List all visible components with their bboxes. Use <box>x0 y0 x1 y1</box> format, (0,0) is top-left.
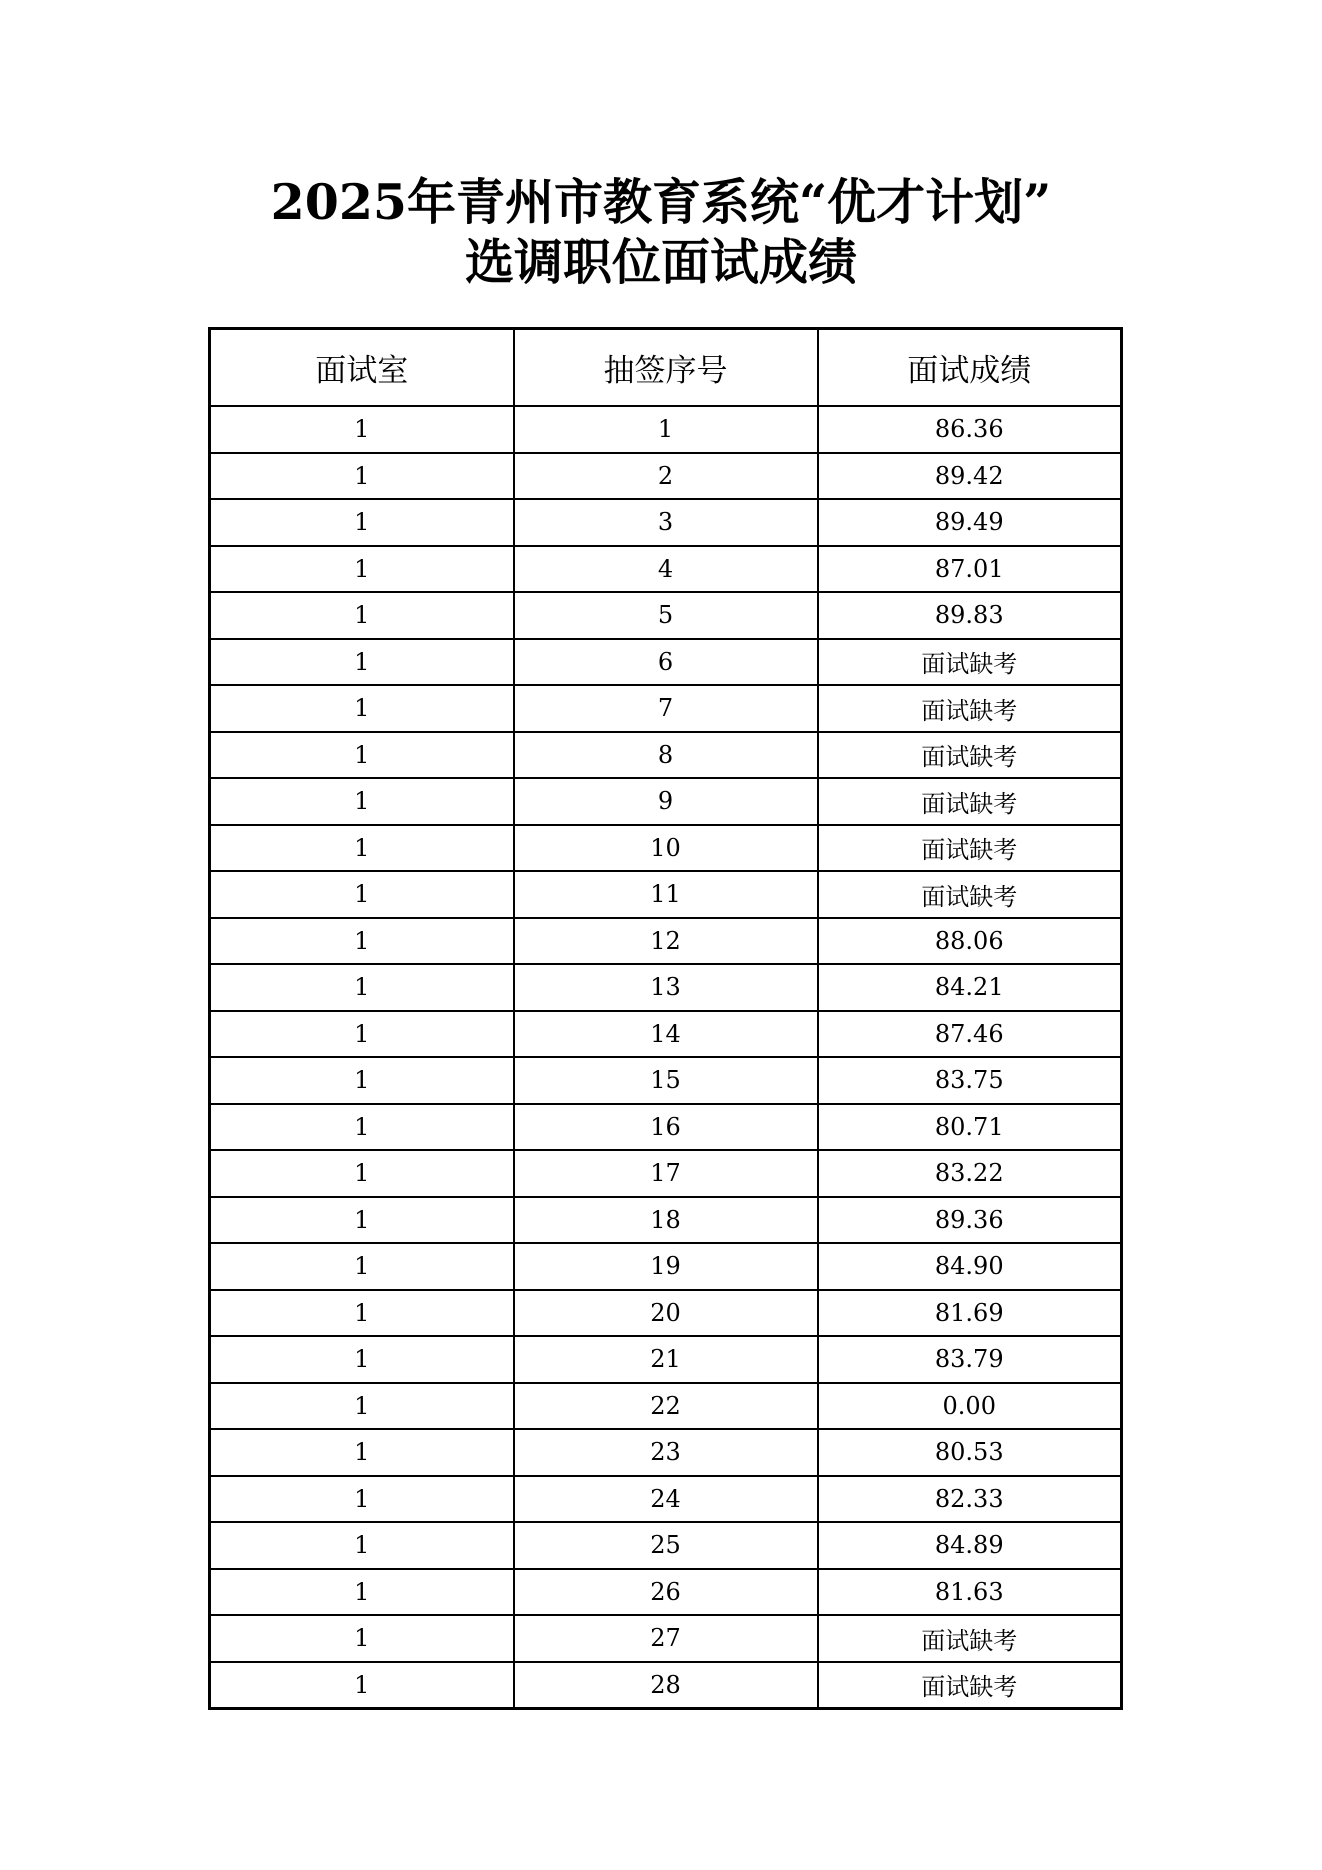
score-cell: 88.06 <box>818 918 1122 965</box>
draw-number-cell: 19 <box>514 1243 818 1290</box>
room-cell: 1 <box>210 1336 514 1383</box>
draw-number-cell: 16 <box>514 1104 818 1151</box>
room-cell: 1 <box>210 453 514 500</box>
table-row <box>210 825 1122 872</box>
score-cell: 面试缺考 <box>818 825 1122 872</box>
draw-number-cell: 20 <box>514 1290 818 1337</box>
draw-number-cell: 3 <box>514 499 818 546</box>
header-room: 面试室 <box>210 329 514 407</box>
table-body <box>210 406 1122 1709</box>
room-cell: 1 <box>210 1104 514 1151</box>
score-cell: 面试缺考 <box>818 639 1122 686</box>
table-row <box>210 639 1122 686</box>
table-row <box>210 1476 1122 1523</box>
draw-number-cell: 27 <box>514 1615 818 1662</box>
room-cell: 1 <box>210 1522 514 1569</box>
room-cell: 1 <box>210 1057 514 1104</box>
room-cell: 1 <box>210 1011 514 1058</box>
draw-number-cell: 28 <box>514 1662 818 1709</box>
score-table <box>208 327 1123 1710</box>
room-cell: 1 <box>210 778 514 825</box>
room-cell: 1 <box>210 732 514 779</box>
score-cell: 83.79 <box>818 1336 1122 1383</box>
draw-number-cell: 26 <box>514 1569 818 1616</box>
draw-number-cell: 5 <box>514 592 818 639</box>
room-cell: 1 <box>210 1290 514 1337</box>
table-row <box>210 592 1122 639</box>
score-cell: 面试缺考 <box>818 778 1122 825</box>
room-cell: 1 <box>210 964 514 1011</box>
score-cell: 面试缺考 <box>818 871 1122 918</box>
table-header-row <box>210 329 1122 407</box>
draw-number-cell: 10 <box>514 825 818 872</box>
score-cell: 81.69 <box>818 1290 1122 1337</box>
table-row <box>210 918 1122 965</box>
score-cell: 80.71 <box>818 1104 1122 1151</box>
room-cell: 1 <box>210 825 514 872</box>
table-row <box>210 1522 1122 1569</box>
draw-number-cell: 12 <box>514 918 818 965</box>
draw-number-cell: 25 <box>514 1522 818 1569</box>
table-row <box>210 1197 1122 1244</box>
title-line-2: 选调职位面试成绩 <box>464 233 857 291</box>
table-row <box>210 964 1122 1011</box>
room-cell: 1 <box>210 1476 514 1523</box>
table-row <box>210 1662 1122 1709</box>
score-cell: 81.63 <box>818 1569 1122 1616</box>
table-row <box>210 1243 1122 1290</box>
draw-number-cell: 11 <box>514 871 818 918</box>
table-row <box>210 406 1122 453</box>
draw-number-cell: 8 <box>514 732 818 779</box>
score-cell: 87.46 <box>818 1011 1122 1058</box>
table-row <box>210 778 1122 825</box>
header-draw-number: 抽签序号 <box>514 329 818 407</box>
score-cell: 面试缺考 <box>818 1615 1122 1662</box>
room-cell: 1 <box>210 685 514 732</box>
room-cell: 1 <box>210 546 514 593</box>
score-cell: 0.00 <box>818 1383 1122 1430</box>
room-cell: 1 <box>210 592 514 639</box>
room-cell: 1 <box>210 1615 514 1662</box>
score-cell: 86.36 <box>818 406 1122 453</box>
title-line-1: 2025年青州市教育系统“优才计划” <box>270 173 1052 231</box>
draw-number-cell: 14 <box>514 1011 818 1058</box>
room-cell: 1 <box>210 406 514 453</box>
score-cell: 89.42 <box>818 453 1122 500</box>
room-cell: 1 <box>210 1243 514 1290</box>
draw-number-cell: 9 <box>514 778 818 825</box>
room-cell: 1 <box>210 1662 514 1709</box>
table-row <box>210 871 1122 918</box>
score-cell: 面试缺考 <box>818 685 1122 732</box>
draw-number-cell: 22 <box>514 1383 818 1430</box>
table-row <box>210 1615 1122 1662</box>
score-cell: 89.49 <box>818 499 1122 546</box>
score-cell: 84.21 <box>818 964 1122 1011</box>
table-row <box>210 1383 1122 1430</box>
draw-number-cell: 1 <box>514 406 818 453</box>
draw-number-cell: 21 <box>514 1336 818 1383</box>
table-row <box>210 732 1122 779</box>
score-cell: 89.36 <box>818 1197 1122 1244</box>
draw-number-cell: 23 <box>514 1429 818 1476</box>
score-cell: 84.90 <box>818 1243 1122 1290</box>
table-row <box>210 546 1122 593</box>
table-row <box>210 1057 1122 1104</box>
room-cell: 1 <box>210 639 514 686</box>
room-cell: 1 <box>210 1197 514 1244</box>
room-cell: 1 <box>210 871 514 918</box>
score-cell: 83.22 <box>818 1150 1122 1197</box>
room-cell: 1 <box>210 1429 514 1476</box>
table-row <box>210 1150 1122 1197</box>
draw-number-cell: 24 <box>514 1476 818 1523</box>
draw-number-cell: 13 <box>514 964 818 1011</box>
table-row <box>210 1104 1122 1151</box>
score-cell: 84.89 <box>818 1522 1122 1569</box>
table-row <box>210 499 1122 546</box>
table-row <box>210 1429 1122 1476</box>
score-cell: 83.75 <box>818 1057 1122 1104</box>
draw-number-cell: 15 <box>514 1057 818 1104</box>
header-score: 面试成绩 <box>818 329 1122 407</box>
score-cell: 82.33 <box>818 1476 1122 1523</box>
table-row <box>210 1569 1122 1616</box>
room-cell: 1 <box>210 1383 514 1430</box>
page-title <box>0 172 1322 292</box>
table-row <box>210 1336 1122 1383</box>
score-cell: 面试缺考 <box>818 732 1122 779</box>
table-row <box>210 1011 1122 1058</box>
score-cell: 87.01 <box>818 546 1122 593</box>
draw-number-cell: 6 <box>514 639 818 686</box>
draw-number-cell: 2 <box>514 453 818 500</box>
draw-number-cell: 4 <box>514 546 818 593</box>
room-cell: 1 <box>210 1569 514 1616</box>
table-row <box>210 1290 1122 1337</box>
room-cell: 1 <box>210 1150 514 1197</box>
draw-number-cell: 7 <box>514 685 818 732</box>
score-cell: 89.83 <box>818 592 1122 639</box>
score-cell: 面试缺考 <box>818 1662 1122 1709</box>
draw-number-cell: 17 <box>514 1150 818 1197</box>
room-cell: 1 <box>210 918 514 965</box>
room-cell: 1 <box>210 499 514 546</box>
table-row <box>210 453 1122 500</box>
draw-number-cell: 18 <box>514 1197 818 1244</box>
table-row <box>210 685 1122 732</box>
score-cell: 80.53 <box>818 1429 1122 1476</box>
